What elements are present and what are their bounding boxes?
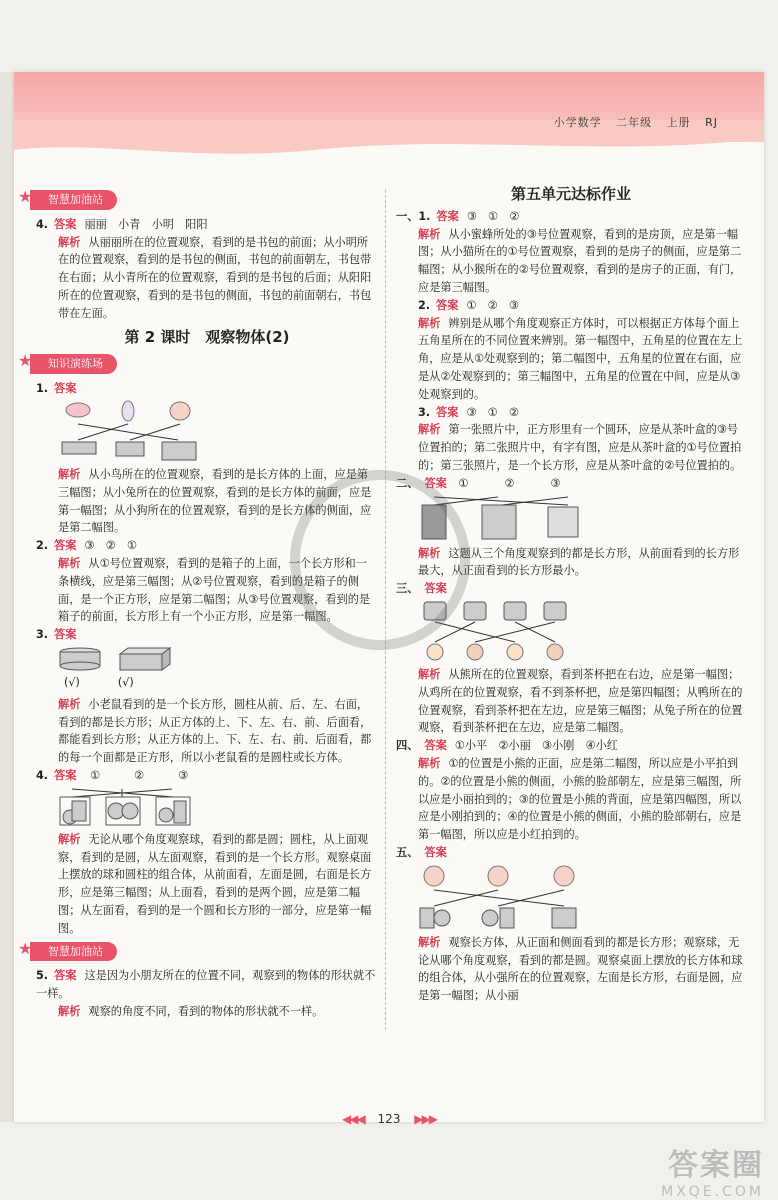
answer-label: 答案	[424, 582, 447, 596]
analysis-label: 解析	[418, 935, 441, 949]
figure-q4b	[58, 787, 378, 827]
question-number: 1.	[36, 382, 49, 396]
question-number: 一、1.	[396, 209, 431, 223]
answer-text: ① ② ③	[466, 298, 519, 312]
answer-label: 答案	[436, 209, 459, 223]
section-tag-label: 知识演练场	[48, 357, 103, 371]
analysis-label: 解析	[58, 235, 81, 249]
circle-label-2: ②	[504, 476, 515, 490]
part4-question	[396, 737, 746, 755]
question-number: 二、	[396, 476, 419, 490]
animals-rectangles-figure	[58, 400, 228, 462]
answer-label: 答案	[54, 768, 77, 782]
question-number: 四、	[396, 739, 419, 753]
answer-text: ①小平 ②小丽 ③小刚 ④小红	[454, 739, 618, 753]
answer-text: ③ ① ②	[466, 405, 519, 419]
part1-q2	[396, 297, 746, 315]
question-number: 五、	[396, 845, 419, 859]
figure-q3	[58, 646, 378, 692]
analysis-text: 从小鸟所在的位置观察，看到的是长方体的上面，应是第三幅图；从小兔所在的位置观察，看到的是长方体的前面，应是第一幅图；从小狗所在的位置观察，看到的是长方体的侧面，应是第二幅图。	[58, 467, 372, 535]
question-number: 3.	[418, 405, 431, 419]
answer-label: 答案	[424, 476, 447, 490]
question-number: 三、	[396, 582, 419, 596]
page-number: 123	[377, 1112, 401, 1126]
answer-label: 答案	[54, 539, 77, 553]
question-5	[36, 967, 378, 1003]
analysis-label: 解析	[418, 756, 441, 770]
check-mark-1: (√)	[64, 675, 80, 689]
analysis-label: 解析	[58, 556, 81, 570]
question-number: 2.	[418, 298, 431, 312]
section-tag-label: 智慧加油站	[48, 944, 103, 958]
arrows-right-icon: ▶▶▶	[414, 1112, 436, 1126]
question-number: 5.	[36, 969, 49, 983]
star-icon: ★	[18, 938, 33, 958]
analysis-text: 从①号位置观察，看到的是箱子的上面，一个长方形和一条横线，应是第三幅图；从②号位置观察，看到的是箱子的侧面，是一个正方形，应是第二幅图；从③号位置观察，看到的是箱子的前面，长方形上有一个小正方形，应是第一幅图。	[58, 556, 371, 624]
header-subject: 小学数学	[553, 116, 602, 129]
analysis-text: 辨别是从哪个角度观察正方体时，可以根据正方体每个面上五角星所在的不同位置来辨别。第一幅图中，五角星的位置在左上角，应是从①处观察到的；第二幅图中，五角星的位置在右面，应是从②处观察到的；第三幅图中，五角星的位置在中间，应是从③处观察到的。	[418, 316, 743, 401]
analysis-text: 第一张照片中，正方形里有一个圆环，应是从茶叶盒的③号位置拍的；第二张照片中，有字有图，应是从茶叶盒的①号位置拍的；第三张照片，是一个长方形，应是从茶叶盒的②号位置拍的。	[418, 423, 742, 472]
part1-analysis-2	[396, 315, 746, 404]
analysis-label: 解析	[418, 316, 441, 330]
answer-label: 答案	[54, 628, 77, 642]
circle-label-3: ③	[550, 476, 561, 490]
analysis-label: 解析	[58, 832, 81, 846]
circle-label-2: ②	[134, 768, 145, 782]
answer-label: 答案	[424, 845, 447, 859]
answer-text: 这是因为小朋友所在的位置不同，观察到的物体的形状就不一样。	[36, 969, 376, 1001]
answer-label: 答案	[54, 217, 77, 231]
section-tag-label: 智慧加油站	[48, 193, 103, 206]
figure-part3	[418, 600, 746, 662]
answer-label: 答案	[54, 969, 77, 983]
header-grade: 二年级	[616, 116, 653, 129]
cylinder-cuboid-figure	[58, 646, 178, 674]
analysis-text: 观察长方体，从正面和侧面看到的都是长方形；观察球，无论从哪个角度观察，看到的都是圆。观察桌面上摆放的长方体和球的组合体，从小强所在的位置观察，左面是长方形，右面是圆，应是第一幅图；从小丽	[418, 935, 743, 1003]
question-number: 3.	[36, 628, 49, 642]
answer-label: 答案	[424, 739, 447, 753]
watermark-url: MXQE.COM	[661, 1184, 764, 1200]
analysis-text: 无论从哪个角度观察球，看到的都是圆；圆柱，从上面观察，看到的是圆，从左面观察，看到的是一个长方形。观察桌面上摆放的球和圆柱的组合体，从前面看，左面是圆，右面是长方形，应是第三幅图；从上面看，看到的是两个圆，应是第二幅图；从左面看，看到的是一个圆和长方形的一部分，应是第一幅图。	[58, 832, 372, 935]
analysis-label: 解析	[418, 227, 441, 241]
figure-q1	[58, 400, 378, 462]
circle-label-1: ①	[90, 768, 101, 782]
section-tag-practice	[18, 351, 117, 374]
circle-label-3: ③	[178, 768, 189, 782]
part5-analysis	[396, 934, 746, 1005]
analysis-3	[36, 696, 378, 767]
ball-cylinder-figure	[58, 787, 208, 827]
watermark	[661, 1140, 764, 1200]
analysis-4b	[36, 831, 378, 938]
arrows-left-icon: ◀◀◀	[342, 1112, 364, 1126]
analysis-label: 解析	[58, 1004, 81, 1018]
analysis-label: 解析	[418, 423, 441, 437]
figure-part5	[418, 864, 746, 930]
part3-analysis	[396, 666, 746, 737]
check-mark-2: (√)	[117, 675, 134, 689]
answer-label: 答案	[436, 298, 459, 312]
header-info	[544, 114, 718, 130]
analysis-text: 这题从三个角度观察到的都是长方形，从前面看到的长方形最大，从正面看到的长方形最小。	[418, 546, 740, 578]
header-term: 上册	[666, 116, 691, 129]
header-edition: RJ	[705, 116, 718, 129]
analysis-text: 观察的角度不同，看到的物体的形状就不一样。	[88, 1004, 324, 1018]
answer-label: 答案	[436, 405, 459, 419]
answer-text: ③ ① ②	[466, 209, 520, 223]
part1-analysis-3	[396, 421, 746, 474]
analysis-label: 解析	[418, 546, 441, 560]
star-icon: ★	[18, 351, 33, 371]
section-tag-smart-1	[18, 187, 117, 210]
unit-title: 第五单元达标作业	[510, 185, 631, 203]
part2-question	[396, 475, 746, 493]
analysis-5	[36, 1003, 378, 1021]
binding-strip	[0, 72, 14, 1122]
analysis-text: 从丽丽所在的位置观察，看到的是书包的前面；从小明所在的位置观察，看到的是书包的侧面，书包的前面朝左，书包带在右面；从小青所在的位置观察，看到的是书包的后面；从阳阳所在的位置观察，看到的是书包的侧面，书包的前面朝右，书包带在左面。	[58, 235, 372, 320]
section-tag-smart-2	[18, 938, 117, 962]
question-4	[36, 216, 378, 234]
lesson-title: 第 2 课时 观察物体(2)	[124, 327, 290, 346]
question-number: 4.	[36, 217, 49, 231]
star-icon: ★	[18, 187, 33, 206]
children-shapes-figure	[418, 864, 588, 930]
question-4b	[36, 767, 378, 785]
question-number: 4.	[36, 768, 49, 782]
analysis-text: ①的位置是小熊的正面，应是第二幅图，所以应是小平拍到的。②的位置是小熊的侧面，小熊的脸部朝左，应是第三幅图，所以应是小丽拍到的；③的位置是小熊的背面，应是第四幅图，所以应是小刚拍到的；④的位置是小熊的侧面，小熊的脸部朝右，应是第一幅图，所以应是小红拍到的。	[418, 756, 742, 842]
question-1	[36, 380, 378, 398]
part5-question	[396, 844, 746, 862]
watermark-title: 答案圈	[668, 1148, 764, 1183]
part1-q1	[396, 208, 746, 226]
analysis-label: 解析	[418, 667, 441, 681]
circle-label-1: ①	[458, 476, 469, 490]
analysis-text: 从熊所在的位置观察，看到茶杯把在右边，应是第一幅图；从鸡所在的位置观察，看不到茶杯把，应是第四幅图；从鸭所在的位置观察，看到茶杯把在左边，应是第三幅图；从兔子所在的位置观察，看到茶杯把在左边，应是第二幅图。	[418, 667, 743, 735]
figure-part2	[418, 495, 746, 541]
analysis-4	[36, 234, 378, 323]
part1-analysis-1	[396, 226, 746, 297]
answer-text: 丽丽 小青 小明 阳阳	[84, 217, 208, 231]
analysis-label: 解析	[58, 697, 81, 711]
part4-analysis	[396, 755, 746, 844]
analysis-text: 小老鼠看到的是一个长方形，圆柱从前、后、左、右面，看到的都是长方形；从正方体的上、下、左、右、前、后面看，都能看到长方形；从正方体的上、下、左、右、前、后面看，都的每一个面都是正方形，所以小老鼠看的是圆柱或长方体。	[58, 697, 372, 765]
analysis-text: 从小蜜蜂所处的③号位置观察，看到的是房顶，应是第一幅图；从小猫所在的①号位置观察，看到的是房子的侧面，应是第二幅图；从小猴所在的②号位置观察，看到的是房子的正面，有门，应是第三幅图。	[418, 227, 742, 294]
answer-label: 答案	[54, 382, 77, 396]
answer-text: ③ ② ①	[84, 539, 137, 553]
analysis-label: 解析	[58, 467, 81, 481]
page-number-bar	[304, 1112, 474, 1126]
part1-q3	[396, 404, 746, 422]
question-number: 2.	[36, 539, 49, 553]
